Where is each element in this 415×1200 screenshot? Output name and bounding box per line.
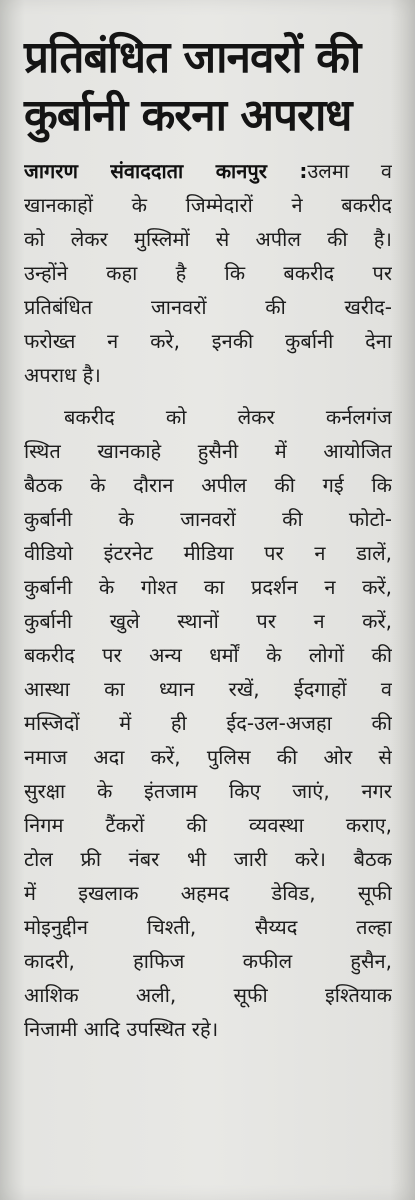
body-line: प्रतिबंधित जानवरों की खरीद-	[24, 295, 392, 319]
body-line: बकरीद पर अन्य धर्मों के लोगों की	[24, 643, 392, 667]
body-line: टोल फ्री नंबर भी जारी करे। बैठक	[24, 847, 392, 871]
body-line	[24, 156, 392, 186]
body-line: बैठक के दौरान अपील की गई कि	[24, 473, 392, 497]
body-line: निगम टैंकरों की व्यवस्था कराए,	[24, 813, 392, 837]
body-line: बकरीद को लेकर कर्नलगंज	[64, 405, 392, 429]
body-line: वीडियो इंटरनेट मीडिया पर न डालें,	[24, 541, 392, 565]
dateline: जागरण संवाददाता कानपुर :	[24, 159, 308, 183]
body-line: आस्था का ध्यान रखें, ईदगाहों व	[24, 677, 392, 701]
body-line: नमाज अदा करें, पुलिस की ओर से	[24, 745, 392, 769]
body-line: कुर्बानी खुले स्थानों पर न करें,	[24, 609, 392, 633]
body-line: कुर्बानी के गोश्त का प्रदर्शन न करें,	[24, 575, 392, 599]
body-line: अपराध है।	[24, 363, 101, 387]
headline-line-2: कुर्बानी करना अपराध	[24, 90, 352, 141]
body-line: मस्जिदों में ही ईद-उल-अजहा की	[24, 711, 392, 735]
body-line: मोइनुद्दीन चिश्ती, सैय्यद तल्हा	[24, 915, 392, 939]
body-line: सुरक्षा के इंतजाम किए जाएं, नगर	[24, 779, 392, 803]
headline-line-1: प्रतिबंधित जानवरों की	[24, 32, 361, 83]
body-line: खानकाहों के जिम्मेदारों ने बकरीद	[24, 193, 392, 217]
body-line: को लेकर मुस्लिमों से अपील की है।	[24, 227, 392, 251]
body-line: आशिक अली, सूफी इश्तियाक	[24, 983, 392, 1007]
body-line: निजामी आदि उपस्थित रहे।	[24, 1017, 219, 1041]
body-line: स्थित खानकाहे हुसैनी में आयोजित	[24, 439, 392, 463]
body-line: कुर्बानी के जानवरों की फोटो-	[24, 507, 392, 531]
body-line: उन्होंने कहा है कि बकरीद पर	[24, 261, 392, 285]
body-line: फरोख्त न करे, इनकी कुर्बानी देना	[24, 329, 392, 353]
body-text: उलमा व	[307, 159, 392, 183]
body-line: कादरी, हाफिज कफील हुसैन,	[24, 949, 392, 973]
body-line: में इखलाक अहमद डेविड, सूफी	[24, 881, 392, 905]
